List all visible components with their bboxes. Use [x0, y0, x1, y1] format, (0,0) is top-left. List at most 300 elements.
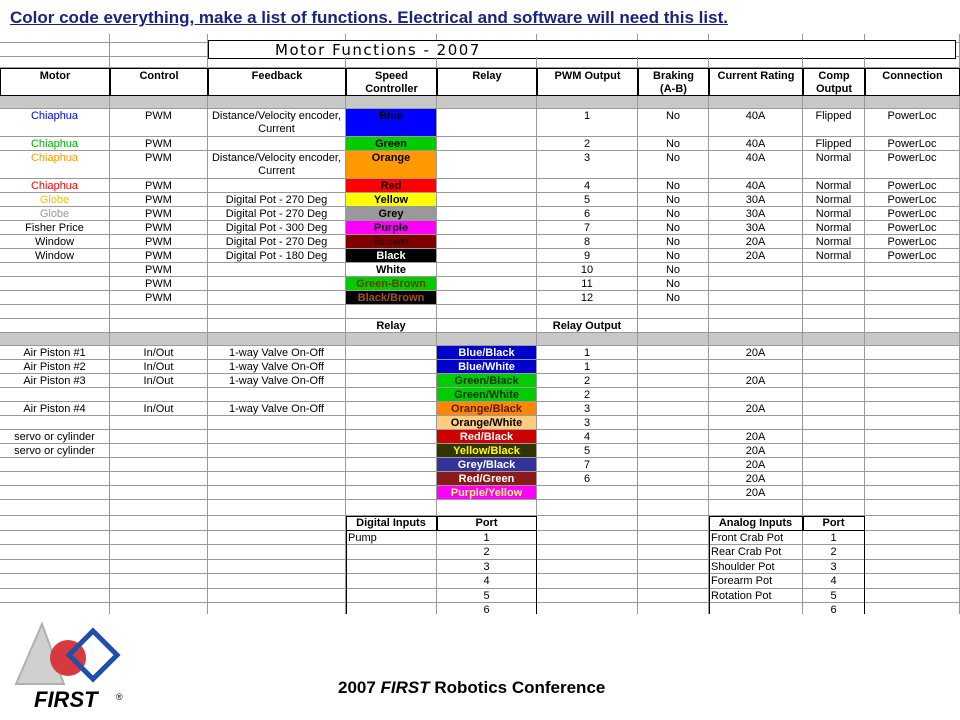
relay-color-cell[interactable]: Orange/Black	[437, 402, 537, 416]
braking-cell[interactable]: No	[638, 291, 709, 305]
relay-output-cell[interactable]: 3	[537, 402, 638, 416]
relay-color-cell[interactable]: Purple/Yellow	[437, 486, 537, 500]
empty-cell[interactable]	[865, 516, 960, 531]
pwm-output-cell[interactable]: 7	[537, 221, 638, 235]
current-rating-cell[interactable]	[709, 263, 803, 277]
empty-cell[interactable]	[537, 531, 638, 546]
empty-cell[interactable]	[638, 472, 709, 486]
empty-cell[interactable]	[865, 360, 960, 374]
empty-cell[interactable]	[110, 34, 208, 43]
current-rating-cell[interactable]: 30A	[709, 207, 803, 221]
control-cell[interactable]: In/Out	[110, 360, 208, 374]
feedback-cell[interactable]	[208, 263, 346, 277]
empty-cell[interactable]	[638, 574, 709, 589]
empty-cell[interactable]	[638, 319, 709, 333]
empty-cell[interactable]	[803, 360, 865, 374]
comp-output-cell[interactable]: Flipped	[803, 109, 865, 137]
current-rating-cell[interactable]: 30A	[709, 193, 803, 207]
feedback-cell[interactable]: Digital Pot - 270 Deg	[208, 235, 346, 249]
relay-cell[interactable]	[437, 235, 537, 249]
analog-input-name[interactable]: Front Crab Pot	[709, 531, 803, 546]
relay-output-cell[interactable]: 6	[537, 472, 638, 486]
relay-cell[interactable]	[437, 109, 537, 137]
relay-cell[interactable]	[437, 291, 537, 305]
speed-controller-cell[interactable]: Green-Brown	[346, 277, 437, 291]
empty-cell[interactable]	[709, 57, 803, 68]
empty-cell[interactable]	[865, 574, 960, 589]
feedback-cell[interactable]: 1-way Valve On-Off	[208, 346, 346, 360]
empty-cell[interactable]	[865, 346, 960, 360]
current-rating-cell[interactable]: 40A	[709, 179, 803, 193]
motor-cell[interactable]: Fisher Price	[0, 221, 110, 235]
empty-cell[interactable]	[110, 589, 208, 604]
comp-output-cell[interactable]: Normal	[803, 193, 865, 207]
speed-controller-cell[interactable]: Red	[346, 179, 437, 193]
relay-color-cell[interactable]: Green/Black	[437, 374, 537, 388]
comp-output-cell[interactable]	[803, 291, 865, 305]
analog-input-port[interactable]: 4	[803, 574, 865, 589]
current-rating-cell[interactable]	[709, 388, 803, 402]
empty-cell[interactable]	[537, 560, 638, 575]
speed-controller-cell[interactable]: Orange	[346, 151, 437, 179]
relay-color-cell[interactable]: Yellow/Black	[437, 444, 537, 458]
empty-cell[interactable]	[346, 500, 437, 516]
relay-output-cell[interactable]: 4	[537, 430, 638, 444]
current-rating-cell[interactable]: 20A	[709, 472, 803, 486]
digital-input-port[interactable]: 1	[437, 531, 537, 546]
motor-cell[interactable]	[0, 263, 110, 277]
braking-cell[interactable]: No	[638, 179, 709, 193]
device-cell[interactable]	[0, 388, 110, 402]
current-rating-cell[interactable]	[709, 291, 803, 305]
analog-input-name[interactable]: Rear Crab Pot	[709, 545, 803, 560]
control-cell[interactable]: PWM	[110, 277, 208, 291]
empty-cell[interactable]	[638, 402, 709, 416]
analog-inputs-header[interactable]: Analog Inputs	[709, 516, 803, 531]
digital-input-port[interactable]: 3	[437, 560, 537, 575]
empty-cell[interactable]	[208, 589, 346, 604]
analog-port-header[interactable]: Port	[803, 516, 865, 531]
empty-cell[interactable]	[346, 444, 437, 458]
empty-cell[interactable]	[346, 305, 437, 319]
empty-cell[interactable]	[110, 560, 208, 575]
empty-cell[interactable]	[865, 472, 960, 486]
pwm-output-cell[interactable]: 6	[537, 207, 638, 221]
braking-cell[interactable]: No	[638, 207, 709, 221]
current-rating-cell[interactable]: 20A	[709, 249, 803, 263]
connection-cell[interactable]: PowerLoc	[865, 249, 960, 263]
digital-inputs-header[interactable]: Digital Inputs	[346, 516, 437, 531]
feedback-cell[interactable]	[208, 430, 346, 444]
empty-cell[interactable]	[0, 500, 110, 516]
empty-cell[interactable]	[0, 560, 110, 575]
motor-cell[interactable]	[0, 277, 110, 291]
connection-cell[interactable]: PowerLoc	[865, 137, 960, 151]
control-cell[interactable]: PWM	[110, 151, 208, 179]
current-rating-cell[interactable]: 40A	[709, 151, 803, 179]
control-cell[interactable]: PWM	[110, 193, 208, 207]
empty-cell[interactable]	[865, 416, 960, 430]
control-cell[interactable]	[110, 430, 208, 444]
connection-cell[interactable]: PowerLoc	[865, 221, 960, 235]
digital-input-name[interactable]: Pump	[346, 531, 437, 546]
relay-cell[interactable]	[437, 221, 537, 235]
empty-cell[interactable]	[865, 402, 960, 416]
empty-cell[interactable]	[638, 560, 709, 575]
feedback-cell[interactable]	[208, 388, 346, 402]
empty-cell[interactable]	[346, 360, 437, 374]
feedback-cell[interactable]	[208, 179, 346, 193]
empty-cell[interactable]	[638, 589, 709, 604]
empty-cell[interactable]	[638, 416, 709, 430]
feedback-cell[interactable]: Distance/Velocity encoder, Current	[208, 151, 346, 179]
empty-cell[interactable]	[0, 589, 110, 604]
empty-cell[interactable]	[0, 574, 110, 589]
empty-cell[interactable]	[110, 500, 208, 516]
analog-input-port[interactable]: 5	[803, 589, 865, 604]
empty-cell[interactable]	[865, 388, 960, 402]
empty-cell[interactable]	[803, 402, 865, 416]
feedback-cell[interactable]: 1-way Valve On-Off	[208, 360, 346, 374]
empty-cell[interactable]	[0, 34, 110, 43]
relay-color-cell[interactable]: Orange/White	[437, 416, 537, 430]
empty-cell[interactable]	[346, 346, 437, 360]
speed-controller-cell[interactable]: Blue	[346, 109, 437, 137]
control-cell[interactable]: PWM	[110, 235, 208, 249]
digital-input-name[interactable]	[346, 545, 437, 560]
digital-input-port[interactable]: 2	[437, 545, 537, 560]
empty-cell[interactable]	[110, 57, 208, 68]
digital-input-port[interactable]: 5	[437, 589, 537, 604]
relay-output-cell[interactable]: 3	[537, 416, 638, 430]
motor-cell[interactable]: Chiaphua	[0, 109, 110, 137]
empty-cell[interactable]	[346, 486, 437, 500]
relay-color-cell[interactable]: Red/Green	[437, 472, 537, 486]
braking-cell[interactable]: No	[638, 277, 709, 291]
empty-cell[interactable]	[803, 458, 865, 472]
relay-output-cell[interactable]: 1	[537, 346, 638, 360]
feedback-cell[interactable]	[208, 486, 346, 500]
empty-cell[interactable]	[208, 531, 346, 546]
relay-output-header[interactable]: Relay Output	[537, 319, 638, 333]
feedback-cell[interactable]	[208, 472, 346, 486]
empty-cell[interactable]	[537, 57, 638, 68]
empty-cell[interactable]	[208, 57, 346, 68]
empty-cell[interactable]	[0, 57, 110, 68]
relay-output-cell[interactable]: 1	[537, 360, 638, 374]
empty-cell[interactable]	[346, 458, 437, 472]
empty-cell[interactable]	[537, 516, 638, 531]
braking-cell[interactable]: No	[638, 137, 709, 151]
connection-cell[interactable]: PowerLoc	[865, 235, 960, 249]
empty-cell[interactable]	[638, 360, 709, 374]
empty-cell[interactable]	[638, 57, 709, 68]
device-cell[interactable]: Air Piston #3	[0, 374, 110, 388]
empty-cell[interactable]	[0, 516, 110, 531]
pwm-output-cell[interactable]: 5	[537, 193, 638, 207]
empty-cell[interactable]	[865, 560, 960, 575]
analog-input-port[interactable]: 1	[803, 531, 865, 546]
empty-cell[interactable]	[0, 531, 110, 546]
motor-cell[interactable]: Window	[0, 235, 110, 249]
device-cell[interactable]: servo or cylinder	[0, 430, 110, 444]
feedback-cell[interactable]: Digital Pot - 300 Deg	[208, 221, 346, 235]
speed-controller-cell[interactable]: Brown	[346, 235, 437, 249]
current-rating-cell[interactable]	[709, 416, 803, 430]
speed-controller-cell[interactable]: Grey	[346, 207, 437, 221]
empty-cell[interactable]	[865, 589, 960, 604]
feedback-cell[interactable]	[208, 137, 346, 151]
device-cell[interactable]: Air Piston #4	[0, 402, 110, 416]
empty-cell[interactable]	[865, 486, 960, 500]
feedback-cell[interactable]	[208, 416, 346, 430]
speed-controller-cell[interactable]: Purple	[346, 221, 437, 235]
empty-cell[interactable]	[537, 603, 638, 614]
control-cell[interactable]: PWM	[110, 207, 208, 221]
pwm-output-cell[interactable]: 12	[537, 291, 638, 305]
comp-output-cell[interactable]: Normal	[803, 179, 865, 193]
connection-cell[interactable]: PowerLoc	[865, 193, 960, 207]
empty-cell[interactable]	[208, 305, 346, 319]
current-rating-cell[interactable]: 20A	[709, 430, 803, 444]
empty-cell[interactable]	[709, 305, 803, 319]
comp-output-cell[interactable]: Normal	[803, 207, 865, 221]
empty-cell[interactable]	[110, 531, 208, 546]
digital-input-port[interactable]: 6	[437, 603, 537, 614]
analog-input-name[interactable]: Rotation Pot	[709, 589, 803, 604]
empty-cell[interactable]	[208, 574, 346, 589]
braking-cell[interactable]: No	[638, 109, 709, 137]
current-rating-cell[interactable]	[709, 360, 803, 374]
relay-output-cell[interactable]: 5	[537, 444, 638, 458]
empty-cell[interactable]	[0, 545, 110, 560]
control-cell[interactable]: PWM	[110, 109, 208, 137]
device-cell[interactable]: servo or cylinder	[0, 444, 110, 458]
empty-cell[interactable]	[437, 500, 537, 516]
relay-cell[interactable]	[437, 263, 537, 277]
empty-cell[interactable]	[638, 444, 709, 458]
empty-cell[interactable]	[346, 402, 437, 416]
motor-cell[interactable]	[0, 291, 110, 305]
device-cell[interactable]: Air Piston #2	[0, 360, 110, 374]
empty-cell[interactable]	[208, 319, 346, 333]
empty-cell[interactable]	[803, 388, 865, 402]
analog-input-name[interactable]: Shoulder Pot	[709, 560, 803, 575]
empty-cell[interactable]	[537, 589, 638, 604]
connection-cell[interactable]: PowerLoc	[865, 179, 960, 193]
empty-cell[interactable]	[437, 57, 537, 68]
empty-cell[interactable]	[638, 430, 709, 444]
digital-input-port[interactable]: 4	[437, 574, 537, 589]
connection-cell[interactable]: PowerLoc	[865, 151, 960, 179]
comp-output-cell[interactable]: Normal	[803, 221, 865, 235]
empty-cell[interactable]	[803, 305, 865, 319]
speed-controller-cell[interactable]: Yellow	[346, 193, 437, 207]
empty-cell[interactable]	[638, 500, 709, 516]
pwm-output-cell[interactable]: 10	[537, 263, 638, 277]
current-rating-cell[interactable]: 20A	[709, 346, 803, 360]
empty-cell[interactable]	[0, 305, 110, 319]
control-cell[interactable]	[110, 472, 208, 486]
empty-cell[interactable]	[638, 516, 709, 531]
empty-cell[interactable]	[803, 319, 865, 333]
control-cell[interactable]: PWM	[110, 137, 208, 151]
empty-cell[interactable]	[865, 545, 960, 560]
device-cell[interactable]	[0, 486, 110, 500]
empty-cell[interactable]	[865, 458, 960, 472]
speed-controller-cell[interactable]: White	[346, 263, 437, 277]
empty-cell[interactable]	[110, 516, 208, 531]
current-rating-cell[interactable]: 20A	[709, 374, 803, 388]
empty-cell[interactable]	[0, 43, 110, 57]
empty-cell[interactable]	[0, 319, 110, 333]
connection-cell[interactable]	[865, 277, 960, 291]
empty-cell[interactable]	[346, 57, 437, 68]
empty-cell[interactable]	[638, 374, 709, 388]
comp-output-cell[interactable]	[803, 277, 865, 291]
control-cell[interactable]	[110, 444, 208, 458]
empty-cell[interactable]	[709, 319, 803, 333]
relay-output-cell[interactable]: 2	[537, 388, 638, 402]
relay-cell[interactable]	[437, 151, 537, 179]
empty-cell[interactable]	[208, 560, 346, 575]
current-rating-cell[interactable]: 20A	[709, 402, 803, 416]
feedback-cell[interactable]: 1-way Valve On-Off	[208, 402, 346, 416]
motor-cell[interactable]: Globe	[0, 207, 110, 221]
feedback-cell[interactable]	[208, 291, 346, 305]
control-cell[interactable]: In/Out	[110, 402, 208, 416]
relay-header[interactable]: Relay	[346, 319, 437, 333]
empty-cell[interactable]	[865, 305, 960, 319]
digital-port-header[interactable]: Port	[437, 516, 537, 531]
control-cell[interactable]	[110, 458, 208, 472]
current-rating-cell[interactable]: 20A	[709, 458, 803, 472]
connection-cell[interactable]: PowerLoc	[865, 207, 960, 221]
relay-cell[interactable]	[437, 277, 537, 291]
current-rating-cell[interactable]: 20A	[709, 235, 803, 249]
relay-color-cell[interactable]: Blue/White	[437, 360, 537, 374]
empty-cell[interactable]	[537, 305, 638, 319]
feedback-cell[interactable]: Digital Pot - 180 Deg	[208, 249, 346, 263]
braking-cell[interactable]: No	[638, 151, 709, 179]
control-cell[interactable]: In/Out	[110, 374, 208, 388]
pwm-output-cell[interactable]: 8	[537, 235, 638, 249]
pwm-output-cell[interactable]: 4	[537, 179, 638, 193]
feedback-cell[interactable]	[208, 277, 346, 291]
relay-cell[interactable]	[437, 179, 537, 193]
control-cell[interactable]: PWM	[110, 249, 208, 263]
empty-cell[interactable]	[638, 531, 709, 546]
empty-cell[interactable]	[110, 43, 208, 57]
empty-cell[interactable]	[110, 574, 208, 589]
current-rating-cell[interactable]: 20A	[709, 486, 803, 500]
digital-input-name[interactable]	[346, 603, 437, 614]
braking-cell[interactable]: No	[638, 193, 709, 207]
motor-cell[interactable]: Chiaphua	[0, 151, 110, 179]
empty-cell[interactable]	[865, 319, 960, 333]
empty-cell[interactable]	[803, 416, 865, 430]
empty-cell[interactable]	[110, 305, 208, 319]
current-rating-cell[interactable]: 40A	[709, 137, 803, 151]
device-cell[interactable]	[0, 472, 110, 486]
pwm-output-cell[interactable]: 9	[537, 249, 638, 263]
analog-input-name[interactable]	[709, 603, 803, 614]
comp-output-cell[interactable]: Normal	[803, 235, 865, 249]
relay-cell[interactable]	[437, 193, 537, 207]
empty-cell[interactable]	[638, 603, 709, 614]
empty-cell[interactable]	[110, 319, 208, 333]
pwm-output-cell[interactable]: 11	[537, 277, 638, 291]
control-cell[interactable]	[110, 388, 208, 402]
empty-cell[interactable]	[208, 500, 346, 516]
empty-cell[interactable]	[437, 305, 537, 319]
control-cell[interactable]: PWM	[110, 179, 208, 193]
empty-cell[interactable]	[110, 603, 208, 614]
braking-cell[interactable]: No	[638, 249, 709, 263]
relay-cell[interactable]	[437, 137, 537, 151]
braking-cell[interactable]: No	[638, 263, 709, 277]
current-rating-cell[interactable]: 40A	[709, 109, 803, 137]
feedback-cell[interactable]: Digital Pot - 270 Deg	[208, 193, 346, 207]
motor-cell[interactable]: Window	[0, 249, 110, 263]
empty-cell[interactable]	[865, 500, 960, 516]
feedback-cell[interactable]	[208, 458, 346, 472]
motor-cell[interactable]: Chiaphua	[0, 137, 110, 151]
pwm-output-cell[interactable]: 1	[537, 109, 638, 137]
current-rating-cell[interactable]: 30A	[709, 221, 803, 235]
braking-cell[interactable]: No	[638, 221, 709, 235]
empty-cell[interactable]	[865, 374, 960, 388]
current-rating-cell[interactable]	[709, 277, 803, 291]
empty-cell[interactable]	[638, 346, 709, 360]
device-cell[interactable]: Air Piston #1	[0, 346, 110, 360]
empty-cell[interactable]	[638, 388, 709, 402]
empty-cell[interactable]	[803, 430, 865, 444]
empty-cell[interactable]	[537, 545, 638, 560]
control-cell[interactable]: PWM	[110, 291, 208, 305]
empty-cell[interactable]	[865, 531, 960, 546]
feedback-cell[interactable]: Digital Pot - 270 Deg	[208, 207, 346, 221]
analog-input-port[interactable]: 3	[803, 560, 865, 575]
empty-cell[interactable]	[865, 603, 960, 614]
analog-input-port[interactable]: 2	[803, 545, 865, 560]
empty-cell[interactable]	[537, 500, 638, 516]
relay-output-cell[interactable]: 2	[537, 374, 638, 388]
digital-input-name[interactable]	[346, 574, 437, 589]
empty-cell[interactable]	[803, 486, 865, 500]
speed-controller-cell[interactable]: Black	[346, 249, 437, 263]
feedback-cell[interactable]: 1-way Valve On-Off	[208, 374, 346, 388]
empty-cell[interactable]	[638, 545, 709, 560]
empty-cell[interactable]	[865, 57, 960, 68]
motor-cell[interactable]: Globe	[0, 193, 110, 207]
empty-cell[interactable]	[638, 458, 709, 472]
empty-cell[interactable]	[709, 500, 803, 516]
empty-cell[interactable]	[346, 430, 437, 444]
empty-cell[interactable]	[638, 486, 709, 500]
analog-input-name[interactable]: Forearm Pot	[709, 574, 803, 589]
control-cell[interactable]: PWM	[110, 221, 208, 235]
empty-cell[interactable]	[803, 500, 865, 516]
relay-color-cell[interactable]: Grey/Black	[437, 458, 537, 472]
relay-color-cell[interactable]: Red/Black	[437, 430, 537, 444]
connection-cell[interactable]	[865, 291, 960, 305]
empty-cell[interactable]	[208, 603, 346, 614]
empty-cell[interactable]	[346, 416, 437, 430]
empty-cell[interactable]	[865, 430, 960, 444]
speed-controller-cell[interactable]: Green	[346, 137, 437, 151]
empty-cell[interactable]	[346, 472, 437, 486]
